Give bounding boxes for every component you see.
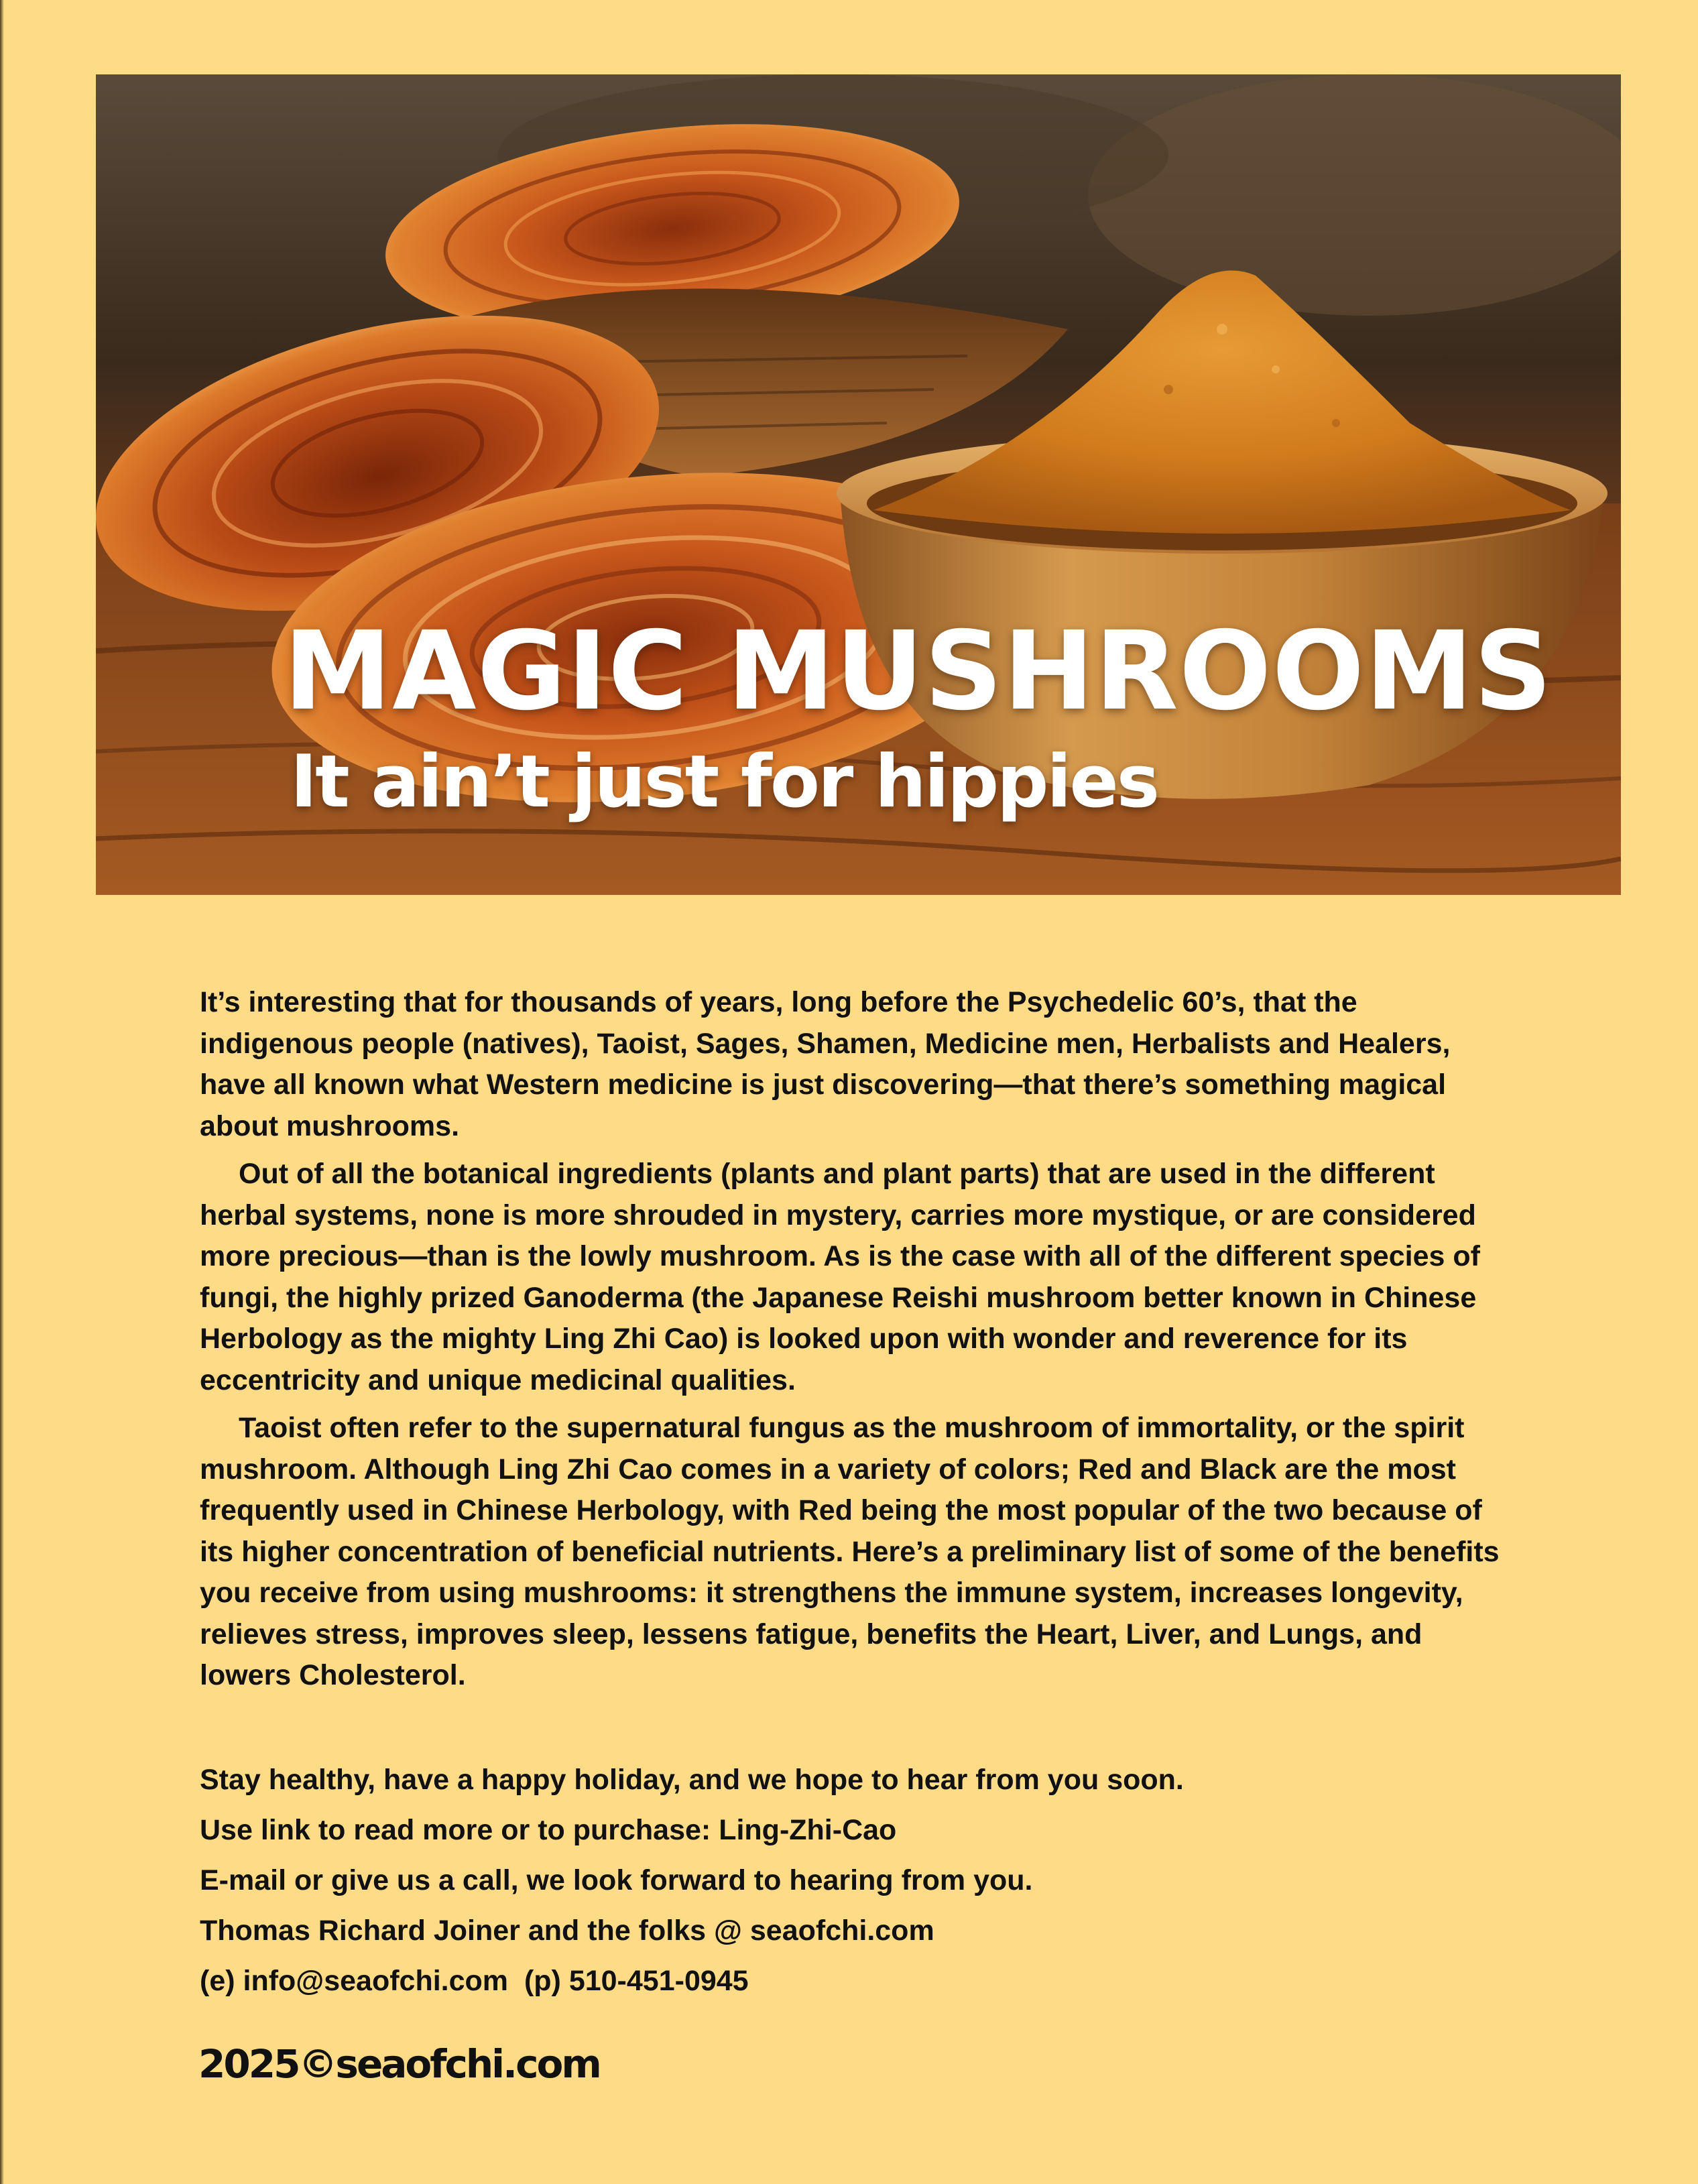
email-link[interactable]: info@seaofchi.com [243, 1965, 509, 1997]
article-paragraph-1: It’s interesting that for thousands of years, long before the Psychedelic 60’s, that the indigenous people (natives), Taoist, Sages, Shamen, Medicine men, Herbalists and Healers, have all known what Western medicine is just discovering—that there’s something magical about mushrooms. [200, 986, 1451, 1142]
greeting-line: Stay healthy, have a happy holiday, and we hope to hear from you soon. [200, 1764, 1184, 1796]
purchase-link-prefix: Use link to read more or to purchase: [200, 1814, 719, 1846]
ling-zhi-cao-link[interactable]: Ling-Zhi-Cao [719, 1814, 897, 1846]
article-paragraph-3: Taoist often refer to the supernatural fungus as the mushroom of immortality, or the spirit mushroom. Although Ling Zhi Cao comes in a variety of colors; Red and Black are the most frequently used in Chinese Herbology, with Red being the most popular of the two because of its higher concentration of beneficial nutrients. Here’s a preliminary list of some of the benefits you receive from using mushrooms: it strengthens the immune system, increases longevity, relieves stress, improves sleep, lessens fatigue, benefits the Heart, Liver, and Lungs, and lowers Cholesterol. [200, 1412, 1500, 1691]
contact-line: E-mail or give us a call, we look forward to hearing from you. [200, 1864, 1033, 1896]
purchase-link-line [200, 1805, 1507, 1856]
page-edge-shadow [0, 0, 4, 2184]
phone-label: (p) [524, 1965, 569, 1997]
email-label: (e) [200, 1965, 243, 1997]
contact-details-line [200, 1956, 1507, 2006]
hero-title: MAGIC MUSHROOMS [284, 609, 1553, 735]
phone-number[interactable]: 510-451-0945 [568, 1965, 749, 1997]
article-body [200, 982, 1507, 1703]
signoff-block [200, 1755, 1507, 2006]
hero-banner [96, 74, 1621, 895]
footer-copyright: 2025©seaofchi.com [198, 2041, 600, 2087]
author-line: Thomas Richard Joiner and the folks @ seaofchi.com [200, 1915, 934, 1947]
hero-subtitle: It ain’t just for hippies [290, 740, 1158, 824]
article-paragraph-2: Out of all the botanical ingredients (plants and plant parts) that are used in the different herbal systems, none is more shrouded in mystery, carries more mystique, or are considered more precious—than is the lowly mushroom. As is the case with all of the different species of fungi, the highly prized Ganoderma (the Japanese Reishi mushroom better known in Chinese Herbology as the mighty Ling Zhi Cao) is looked upon with wonder and reverence for its eccentricity and unique medicinal qualities. [200, 1158, 1480, 1396]
